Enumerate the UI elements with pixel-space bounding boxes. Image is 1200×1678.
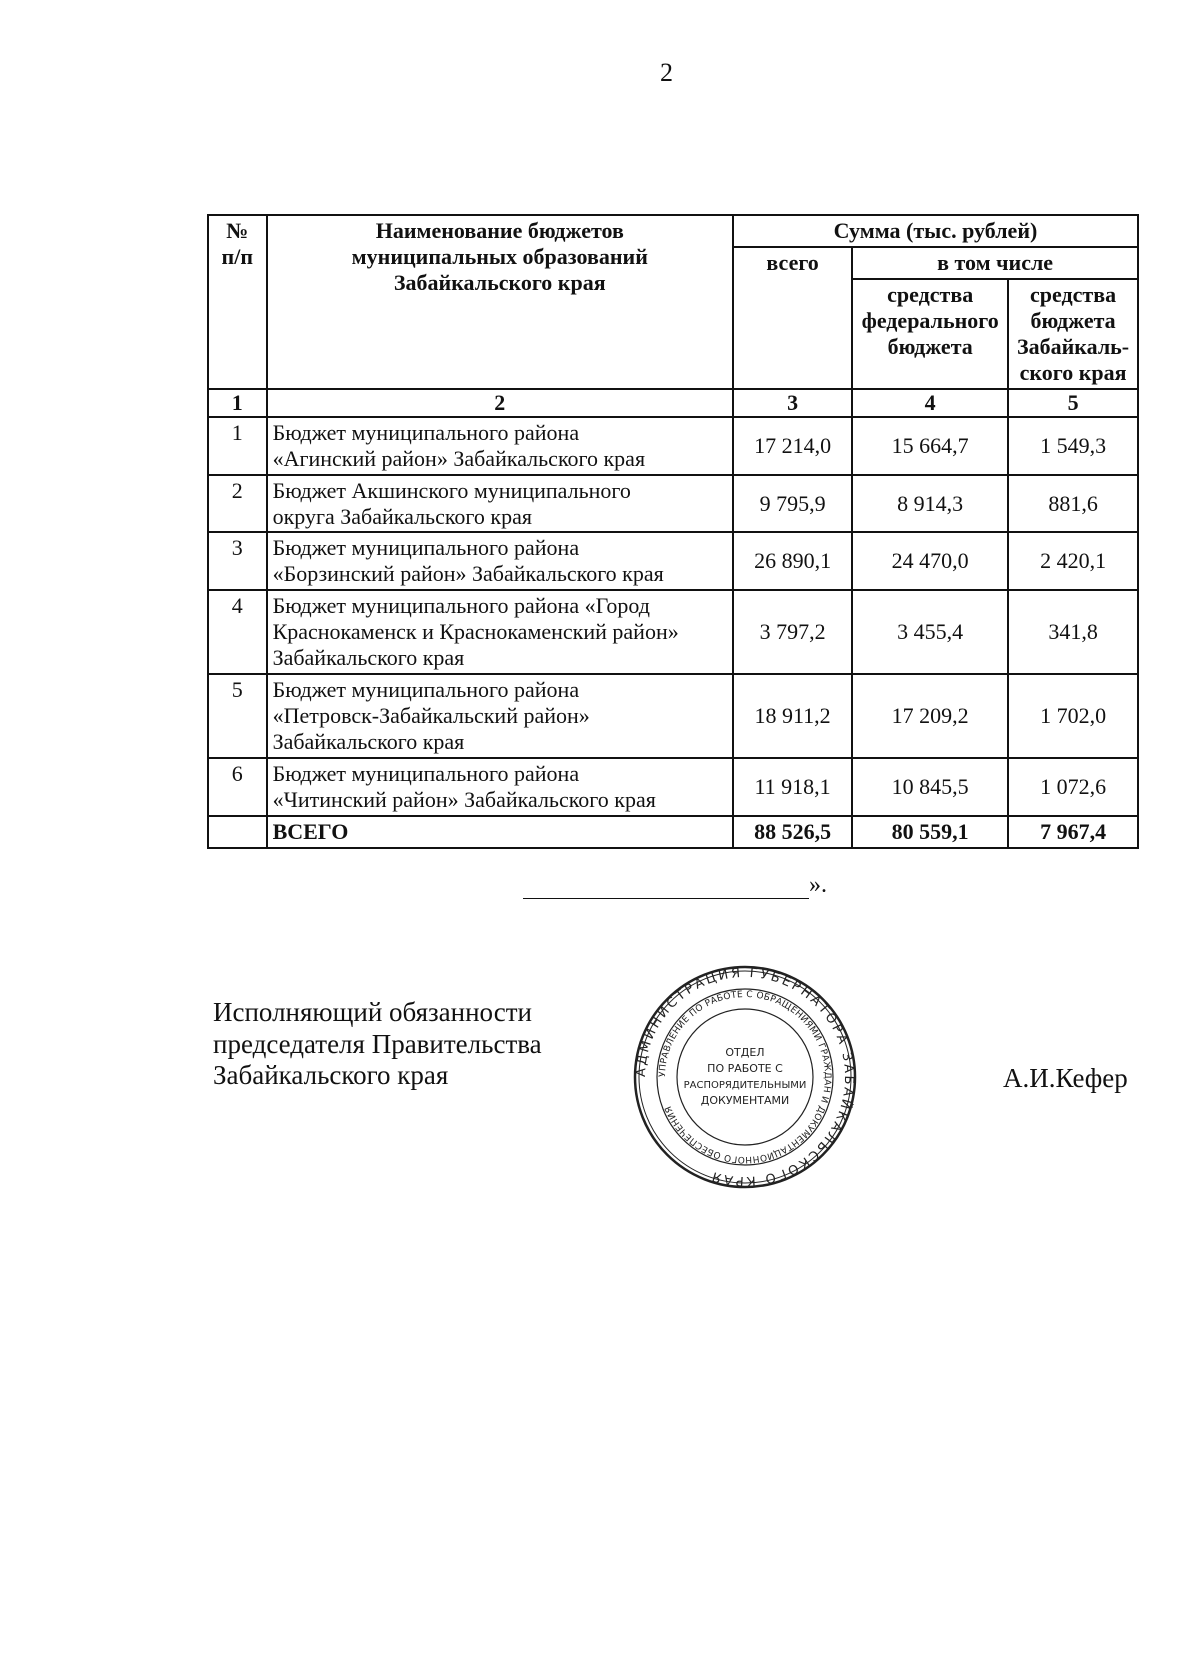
federal-value: 3 455,4: [852, 590, 1008, 674]
budget-name: Бюджет муниципального района «Город Краснокаменск и Краснокаменский район» Забайкальского края: [267, 590, 733, 674]
official-stamp-icon: [630, 962, 860, 1192]
regional-value: 1 702,0: [1008, 674, 1138, 758]
column-number: 4: [852, 389, 1008, 417]
header-regional: средства бюджета Забайкаль- ского края: [1008, 279, 1138, 389]
header-including: в том числе: [852, 247, 1138, 279]
budget-name: Бюджет муниципального района «Петровск-Забайкальский район» Забайкальского края: [267, 674, 733, 758]
federal-value: 24 470,0: [852, 532, 1008, 590]
column-number: 5: [1008, 389, 1138, 417]
row-number: 1: [208, 417, 267, 475]
row-number: 5: [208, 674, 267, 758]
total-value: 3 797,2: [733, 590, 852, 674]
stamp-inner-text: УПРАВЛЕНИЕ ПО РАБОТЕ С ОБРАЩЕНИЯМИ ГРАЖДАН И ДОКУМЕНТАЦИОННОГО ОБЕСПЕЧЕНИЯ: [657, 989, 833, 1165]
header-sum-group: Сумма (тыс. рублей): [733, 215, 1138, 247]
budget-table: [207, 214, 1139, 849]
federal-value: 15 664,7: [852, 417, 1008, 475]
table-row: [208, 674, 1138, 758]
header-federal: средства федерального бюджета: [852, 279, 1008, 389]
header-budget-name: Наименование бюджетов муниципальных образований Забайкальского края: [267, 215, 733, 389]
column-number: 2: [267, 389, 733, 417]
column-number: 1: [208, 389, 267, 417]
table-row: [208, 758, 1138, 816]
regional-value: 2 420,1: [1008, 532, 1138, 590]
table-row: [208, 532, 1138, 590]
stamp-center-line: РАСПОРЯДИТЕЛЬНЫМИ: [683, 1080, 807, 1091]
table-row: [208, 417, 1138, 475]
page-number: 2: [660, 58, 673, 87]
header-total: всего: [733, 247, 852, 389]
column-number: 3: [733, 389, 852, 417]
signer-title-line: председателя Правительства: [213, 1028, 542, 1059]
federal-value: 8 914,3: [852, 475, 1008, 533]
federal-value: 10 845,5: [852, 758, 1008, 816]
header-row-number: № п/п: [208, 215, 267, 389]
signer-title-line: Исполняющий обязанности: [213, 997, 532, 1027]
total-value: 17 214,0: [733, 417, 852, 475]
row-number: 2: [208, 475, 267, 533]
regional-value: 341,8: [1008, 590, 1138, 674]
table-row: [208, 590, 1138, 674]
budget-name: Бюджет Акшинского муниципального округа Забайкальского края: [267, 475, 733, 533]
stamp-outer-text: АДМИНИСТРАЦИЯ ГУБЕРНАТОРА ЗАБАЙКАЛЬСКОГО КРАЯ: [633, 965, 857, 1189]
signer-title-line: Забайкальского края: [213, 1060, 449, 1091]
table-row: [208, 475, 1138, 533]
budget-name: Бюджет муниципального района «Борзинский район» Забайкальского края: [267, 532, 733, 590]
total-value: 9 795,9: [733, 475, 852, 533]
regional-value: 881,6: [1008, 475, 1138, 533]
total-value: 18 911,2: [733, 674, 852, 758]
federal-value: 17 209,2: [852, 674, 1008, 758]
grand-regional-value: 7 967,4: [1008, 816, 1138, 848]
budget-name: Бюджет муниципального района «Агинский район» Забайкальского края: [267, 417, 733, 475]
closing-quote: [523, 872, 827, 899]
stamp-center-line: ОТДЕЛ: [725, 1046, 765, 1059]
closing-mark: ».: [809, 872, 827, 898]
row-number: 3: [208, 532, 267, 590]
signer-name: А.И.Кефер: [1003, 1063, 1128, 1093]
signer-title: [213, 997, 542, 1092]
stamp-center-line: ПО РАБОТЕ С: [707, 1062, 783, 1075]
budget-name: Бюджет муниципального района «Читинский район» Забайкальского края: [267, 758, 733, 816]
grand-total-value: 88 526,5: [733, 816, 852, 848]
total-row-number: [208, 816, 267, 848]
total-value: 26 890,1: [733, 532, 852, 590]
closing-underline: [523, 874, 809, 899]
regional-value: 1 549,3: [1008, 417, 1138, 475]
grand-federal-value: 80 559,1: [852, 816, 1008, 848]
total-label: ВСЕГО: [267, 816, 733, 848]
row-number: 4: [208, 590, 267, 674]
total-row: [208, 816, 1138, 848]
regional-value: 1 072,6: [1008, 758, 1138, 816]
column-numbers-row: [208, 389, 1138, 417]
stamp-center-line: ДОКУМЕНТАМИ: [700, 1094, 790, 1107]
svg-text:УПРАВЛЕНИЕ ПО РАБОТЕ С ОБРАЩЕН: [658, 990, 832, 1164]
row-number: 6: [208, 758, 267, 816]
total-value: 11 918,1: [733, 758, 852, 816]
